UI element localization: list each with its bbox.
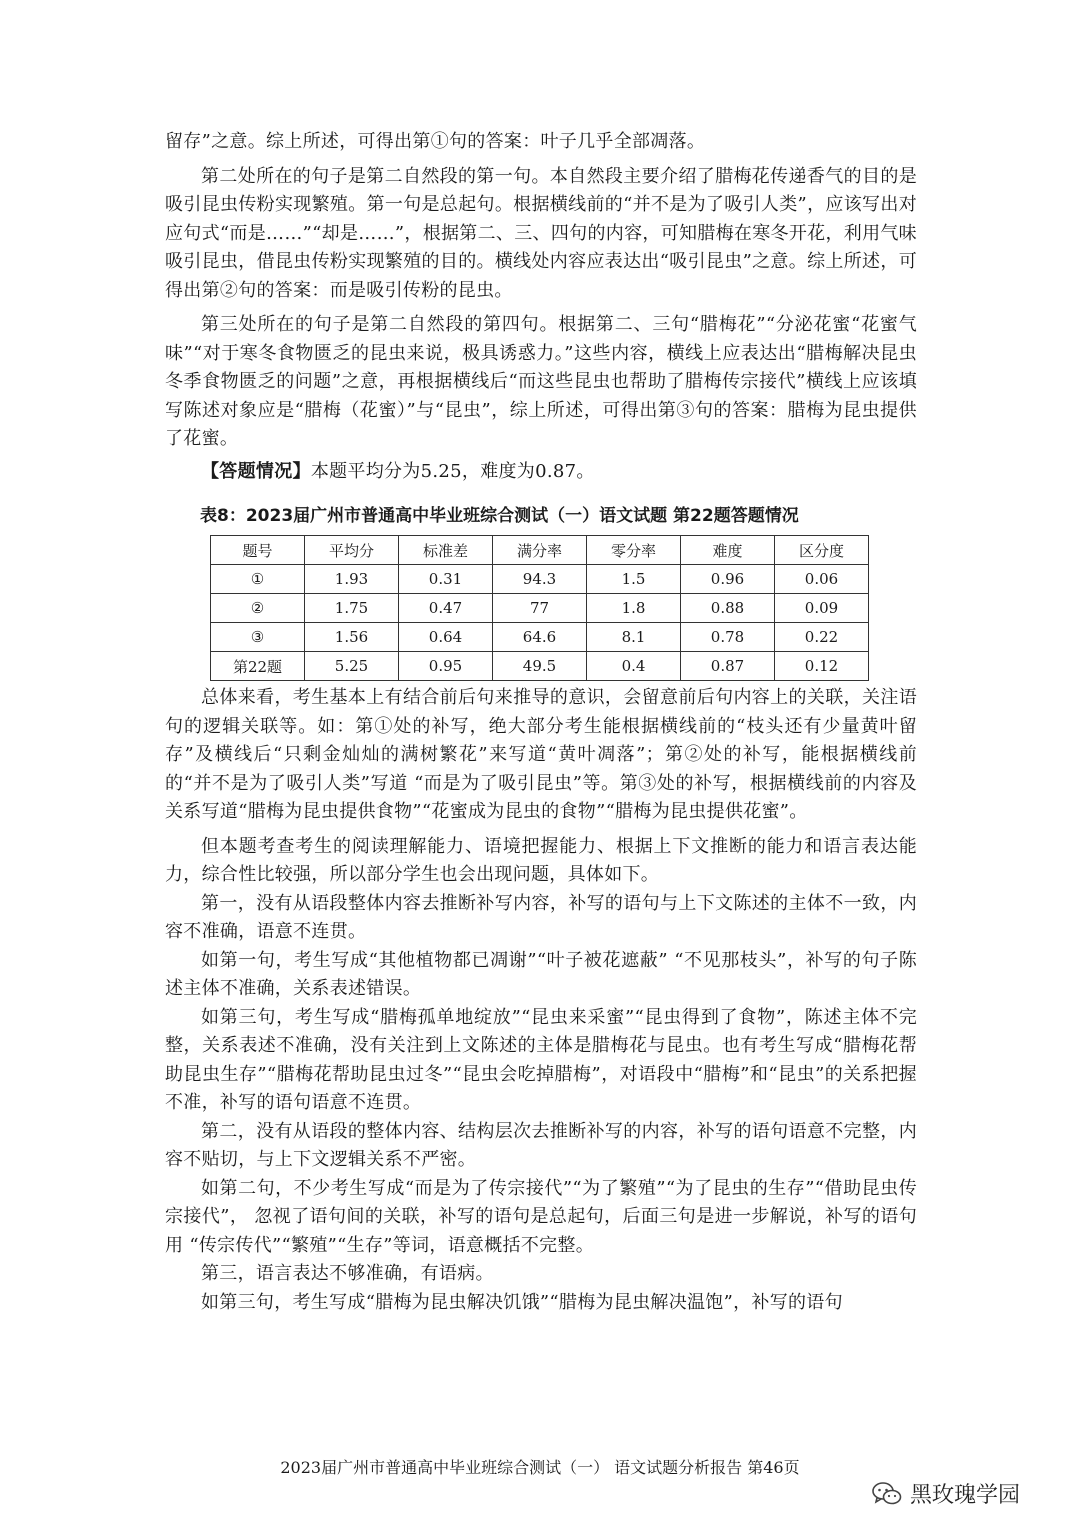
table-cell: ② bbox=[211, 594, 305, 623]
wechat-icon bbox=[872, 1481, 902, 1507]
table-cell: 1.56 bbox=[305, 623, 399, 652]
table-cell: 64.6 bbox=[493, 623, 587, 652]
table-cell: 0.47 bbox=[399, 594, 493, 623]
paragraph: 总体来看，考生基本上有结合前后句来推导的意识，会留意前后句内容上的关联，关注语句的逻辑关联等。如：第①处的补写，绝大部分考生能根据横线前的“枝头还有少量黄叶留存”及横线后“只剩金灿灿的满树繁花”来写道“黄叶凋落”；第②处的补写，能根据横线前的“并不是为了吸引人类”写道 “而是为了吸引昆虫”等。第③处的补写，根据横线前的内容及关系写道“腊梅为昆虫提供食物”“花蜜成为昆虫的食物”“腊梅为昆虫提供花蜜”。 bbox=[165, 687, 917, 822]
paragraph: 第二处所在的句子是第二自然段的第一句。本自然段主要介绍了腊梅花传递香气的目的是吸引昆虫传粉实现繁殖。第一句是总起句。根据横线前的“并不是为了吸引人类”，应该写出对应句式“而是……”“却是……”，根据第二、三、四句的内容，可知腊梅在寒冬开花，利用气味吸引昆虫，借昆虫传粉实现繁殖的目的。横线处内容应表达出“吸引昆虫”之意。综上所述，可得出第②句的答案：而是吸引传粉的昆虫。 bbox=[165, 165, 917, 301]
answer-summary bbox=[165, 458, 917, 487]
intro-section bbox=[165, 128, 917, 486]
paragraph: 如第二句，不少考生写成“而是为了传宗接代”“为了繁殖”“为了昆虫的生存”“借助昆虫传宗接代”， 忽视了语句间的关联，补写的语句是总起句，后面三句是进一步解说，补写的语句用 “传宗传代”“繁殖”“生存”等词，语意概括不完整。 bbox=[165, 1177, 917, 1256]
stats-table bbox=[210, 535, 869, 681]
page-footer: 2023届广州市普通高中毕业班综合测试（一） 语文试题分析报告 第46页 bbox=[280, 1458, 800, 1477]
watermark bbox=[872, 1478, 1020, 1509]
table-cell: 1.5 bbox=[587, 565, 681, 594]
answer-label: 【答题情况】 bbox=[201, 460, 311, 482]
paragraph: 第一，没有从语段整体内容去推断补写内容，补写的语句与上下文陈述的主体不一致，内容不准确，语意不连贯。 bbox=[165, 892, 917, 942]
table-cell: ③ bbox=[211, 623, 305, 652]
table-cell: 94.3 bbox=[493, 565, 587, 594]
paragraph: 如第三句，考生写成“腊梅孤单地绽放”“昆虫来采蜜”“昆虫得到了食物”，陈述主体不完整，关系表述不准确，没有关注到上文陈述的主体是腊梅花与昆虫。也有考生写成“腊梅花帮助昆虫生存”“腊梅花帮助昆虫过冬”“昆虫会吃掉腊梅”，对语段中“腊梅”和“昆虫”的关系把握不准，补写的语句语意不连贯。 bbox=[165, 1006, 917, 1113]
table-header: 满分率 bbox=[493, 536, 587, 565]
table-cell: 0.31 bbox=[399, 565, 493, 594]
watermark-text: 黑玫瑰学园 bbox=[910, 1483, 1021, 1508]
table-cell: 0.4 bbox=[587, 652, 681, 681]
table-row bbox=[211, 623, 869, 652]
table-header: 标准差 bbox=[399, 536, 493, 565]
table-cell: 1.75 bbox=[305, 594, 399, 623]
table-cell: 第22题 bbox=[211, 652, 305, 681]
paragraph: 留存”之意。综上所述，可得出第①句的答案：叶子几乎全部凋落。 bbox=[165, 131, 706, 152]
table-cell: 1.93 bbox=[305, 565, 399, 594]
table-header: 难度 bbox=[681, 536, 775, 565]
table-row bbox=[211, 652, 869, 681]
paragraph: 第三，语言表达不够准确，有语病。 bbox=[201, 1263, 494, 1284]
table-cell: 0.96 bbox=[681, 565, 775, 594]
answer-text: 本题平均分为5.25，难度为0.87。 bbox=[310, 460, 595, 482]
paragraph: 如第三句，考生写成“腊梅为昆虫解决饥饿”“腊梅为昆虫解决温饱”，补写的语句 bbox=[201, 1291, 843, 1313]
table-cell: 5.25 bbox=[305, 652, 399, 681]
table-header: 题号 bbox=[211, 536, 305, 565]
table-cell: 1.8 bbox=[587, 594, 681, 623]
table-cell: 0.88 bbox=[681, 594, 775, 623]
table-cell: 8.1 bbox=[587, 623, 681, 652]
table-cell: 0.87 bbox=[681, 652, 775, 681]
paragraph: 第三处所在的句子是第二自然段的第四句。根据第二、三句“腊梅花”“分泌花蜜“花蜜气味”“对于寒冬食物匮乏的昆虫来说，极具诱惑力。”这些内容，横线上应表达出“腊梅解决昆虫冬季食物匮乏的问题”之意，再根据横线后“而这些昆虫也帮助了腊梅传宗接代”横线上应该填写陈述对象应是“腊梅（花蜜）”与“昆虫”，综上所述，可得出第③句的答案：腊梅为昆虫提供了花蜜。 bbox=[165, 314, 917, 449]
table-cell: 77 bbox=[493, 594, 587, 623]
table-cell: 0.64 bbox=[399, 623, 493, 652]
table-cell: 0.12 bbox=[775, 652, 869, 681]
table-header: 区分度 bbox=[775, 536, 869, 565]
table-cell: 0.95 bbox=[399, 652, 493, 681]
paragraph: 但本题考查考生的阅读理解能力、语境把握能力、根据上下文推断的能力和语言表达能力，综合性比较强，所以部分学生也会出现问题，具体如下。 bbox=[165, 835, 917, 885]
table-caption: 表8：2023届广州市普通高中毕业班综合测试（一）语文试题 第22题答题情况 bbox=[200, 506, 799, 526]
table-header: 平均分 bbox=[305, 536, 399, 565]
table-cell: 49.5 bbox=[493, 652, 587, 681]
table-cell: 0.22 bbox=[775, 623, 869, 652]
paragraph: 如第一句，考生写成“其他植物都已凋谢”“叶子被花遮蔽” “不见那枝头”，补写的句子陈述主体不准确，关系表述错误。 bbox=[165, 949, 917, 999]
table-cell: 0.09 bbox=[775, 594, 869, 623]
table-row bbox=[211, 565, 869, 594]
table-cell: 0.78 bbox=[681, 623, 775, 652]
table-row bbox=[211, 594, 869, 623]
table-cell: 0.06 bbox=[775, 565, 869, 594]
table-header: 零分率 bbox=[587, 536, 681, 565]
analysis-section bbox=[165, 684, 917, 1317]
paragraph: 第二，没有从语段的整体内容、结构层次去推断补写的内容，补写的语句语意不完整，内容不贴切，与上下文逻辑关系不严密。 bbox=[165, 1120, 917, 1170]
table-cell: ① bbox=[211, 565, 305, 594]
table-header-row bbox=[211, 536, 869, 565]
